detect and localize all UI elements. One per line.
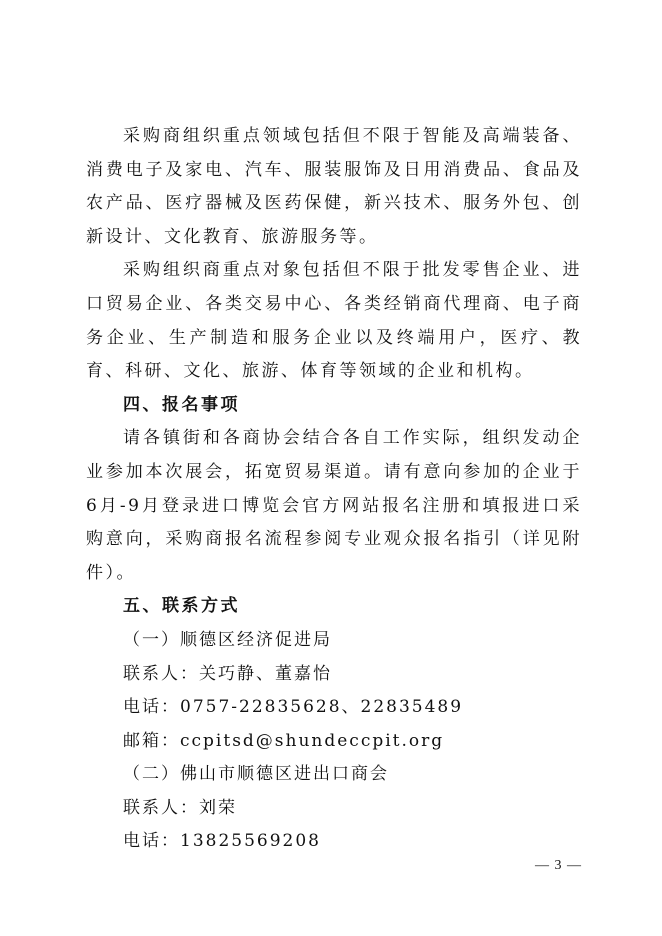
contact-1-person: 联系人：关巧静、董嘉怡 — [123, 663, 332, 684]
contact-2-person: 联系人：刘荣 — [123, 797, 237, 818]
contact-2-org: （二）佛山市顺德区进出口商会 — [123, 764, 389, 785]
document-body — [86, 120, 582, 859]
paragraph-procurement-fields: 采购商组织重点领域包括但不限于智能及高端装备、消费电子及家电、汽车、服装服饰及日用消费品、食品及农产品、医疗器械及医药保健，新兴技术、服务外包、创新设计、文化教育、旅游服务等。 — [86, 126, 582, 247]
page-number: — 3 — — [535, 858, 582, 873]
section-heading-registration: 四、报名事项 — [123, 394, 240, 415]
paragraph-procurement-targets: 采购组织商重点对象包括但不限于批发零售企业、进口贸易企业、各类交易中心、各类经销商代理商、电子商务企业、生产制造和服务企业以及终端用户，医疗、教育、科研、文化、旅游、体育等领域的企业和机构。 — [86, 260, 582, 382]
contact-1-email: 邮箱：ccpitsd@shundeccpit.org — [123, 730, 445, 751]
contact-2-phone: 电话：13825569208 — [123, 831, 321, 852]
section-heading-contacts: 五、联系方式 — [123, 596, 240, 617]
contact-1-phone: 电话：0757-22835628、22835489 — [123, 697, 464, 718]
paragraph-registration: 请各镇街和各商协会结合各自工作实际，组织发动企业参加本次展会，拓宽贸易渠道。请有意向参加的企业于6月-9月登录进口博览会官方网站报名注册和填报进口采购意向，采购商报名流程参阅专业观众报名指引（详见附件）。 — [86, 428, 582, 583]
contact-1-org: （一）顺德区经济促进局 — [123, 629, 332, 650]
